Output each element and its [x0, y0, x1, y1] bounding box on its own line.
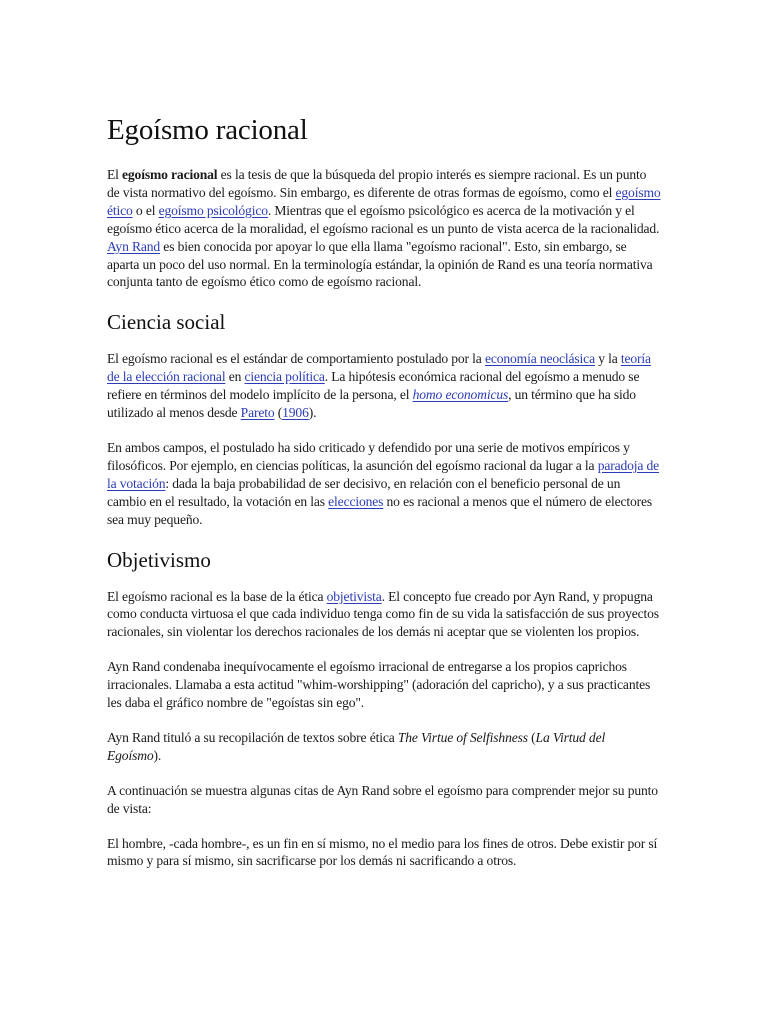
link-ciencia-politica[interactable]: ciencia política	[244, 369, 325, 385]
intro-paragraph	[107, 166, 662, 291]
link-homo-economicus[interactable]	[413, 387, 509, 402]
text: . El concepto fue creado por Ayn Rand, y propugna como conducta virtuosa el que cada individuo tenga como fin de su vida la satisfacción de sus proyectos racionales, sin violentar los derechos racionales de los demás ni aceptar que se violenten los propios.	[107, 588, 659, 640]
text: es la tesis de que la búsqueda del propio interés es siempre racional. Es un punto de vista normativo del egoísmo. Sin embargo, es diferente de otras formas de egoísmo, como el	[107, 167, 647, 200]
text: en	[225, 369, 245, 385]
book-title-english: The Virtue of Selfishness	[397, 729, 528, 745]
link-objetivista[interactable]: objetivista	[326, 588, 382, 604]
text: ).	[153, 747, 162, 763]
text: El egoísmo racional es el estándar de comportamiento postulado por la	[107, 351, 485, 367]
ciencia-social-paragraph-1	[107, 350, 662, 422]
objetivismo-paragraph-1	[107, 588, 662, 642]
book-title-spanish: La Virtud del Egoísmo	[107, 729, 606, 763]
link-teoria-eleccion-racional[interactable]: teoría de la elección racional	[107, 351, 651, 385]
objetivismo-paragraph-3	[107, 729, 662, 765]
link-egoismo-etico[interactable]: egoísmo ético	[107, 184, 661, 218]
italic-term: homo economicus	[412, 387, 509, 403]
section-heading-objetivismo: Objetivismo	[107, 547, 211, 572]
text: . Mientras que el egoísmo psicológico es acerca de la motivación y el egoísmo ético acerca de la moralidad, el egoísmo racional es un punto de vista acerca de la racionalidad.	[107, 202, 660, 236]
link-pareto[interactable]: Pareto	[240, 405, 275, 421]
text: no es racional a menos que el número de electores sea muy pequeño.	[107, 493, 653, 527]
text: , un término que ha sido utilizado al menos desde	[107, 387, 636, 421]
ciencia-social-paragraph-2	[107, 439, 662, 529]
text: : dada la baja probabilidad de ser decisivo, en relación con el beneficio personal de un cambio en el resultado, la votación en las	[107, 475, 621, 509]
text: (	[274, 405, 283, 421]
text: En ambos campos, el postulado ha sido criticado y defendido por una serie de motivos empíricos y filosóficos. Por ejemplo, en ciencias políticas, la asunción del egoísmo racional da lugar a la	[107, 439, 630, 473]
link-elecciones[interactable]: elecciones	[328, 493, 384, 509]
quote-paragraph: El hombre, -cada hombre-, es un fin en sí mismo, no el medio para los fines de otros. Debe existir por sí mismo y para sí mismo, sin sacrificarse por los demás ni sacrificando a otros.	[107, 835, 658, 869]
link-1906[interactable]: 1906	[282, 405, 309, 421]
link-economia-neoclasica[interactable]: economía neoclásica	[484, 351, 595, 367]
page-title: Egoísmo racional	[107, 114, 308, 146]
text: y la	[594, 351, 621, 367]
text: Ayn Rand tituló a su recopilación de textos sobre ética	[107, 729, 398, 745]
section-heading-ciencia-social: Ciencia social	[107, 310, 226, 335]
bold-term: egoísmo racional	[122, 167, 218, 182]
objetivismo-paragraph-4: A continuación se muestra algunas citas de Ayn Rand sobre el egoísmo para comprender mejor su punto de vista:	[107, 782, 658, 816]
text: es bien conocida por apoyar lo que ella llama "egoísmo racional". Esto, sin embargo, se aparta un poco del uso normal. En la terminología estándar, la opinión de Rand es una teoría normativa conjunta tanto de egoísmo ético como de egoísmo racional.	[107, 238, 653, 290]
text: (	[527, 729, 536, 745]
text: El egoísmo racional es la base de la ética	[107, 588, 327, 604]
text: ).	[308, 405, 317, 421]
link-paradoja-votacion[interactable]: paradoja de la votación	[107, 457, 660, 491]
text: o el	[132, 202, 159, 218]
link-egoismo-psicologico[interactable]: egoísmo psicológico	[158, 202, 268, 218]
link-ayn-rand[interactable]: Ayn Rand	[107, 238, 161, 254]
text: . La hipótesis económica racional del egoísmo a menudo se refiere en términos del modelo implícito de la persona, el	[107, 369, 640, 403]
text: El	[107, 167, 123, 182]
objetivismo-paragraph-2: Ayn Rand condenaba inequívocamente el egoísmo irracional de entregarse a los propios caprichos irracionales. Llamaba a esta actitud "whim-worshipping" (adoración del capricho), y a sus practicantes les daba el gráfico nombre de "egoístas sin ego".	[107, 659, 651, 711]
